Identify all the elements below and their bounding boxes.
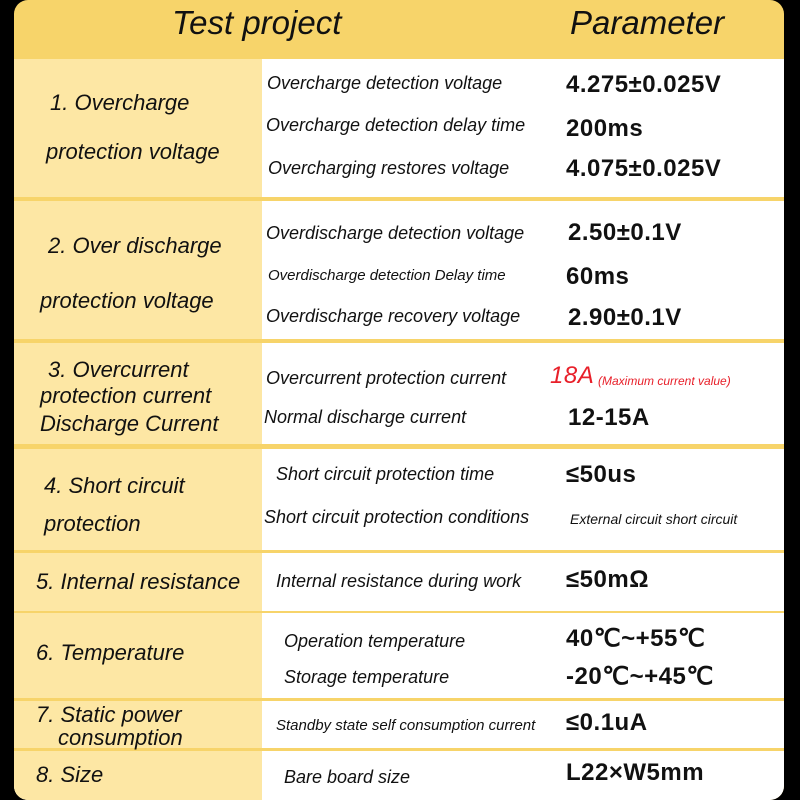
section-short-circuit: [14, 449, 784, 550]
param-label: Short circuit protection time: [276, 464, 495, 484]
param-label: Overcharging restores voltage: [268, 158, 510, 178]
param-value: 4.275±0.025V: [566, 71, 722, 98]
param-note: (Maximum current value): [598, 374, 731, 388]
category-cell: [14, 553, 262, 611]
section-overcurrent: [14, 343, 784, 444]
category-cell: [14, 449, 262, 550]
category-line: 6. Temperature: [36, 640, 185, 665]
param-value: 4.075±0.025V: [566, 155, 722, 182]
param-label: Overdischarge detection voltage: [266, 223, 525, 243]
param-value: ≤50us: [566, 461, 637, 488]
category-line: consumption: [58, 725, 183, 750]
param-label: Short circuit protection conditions: [264, 507, 530, 527]
category-line: 5. Internal resistance: [36, 569, 241, 594]
category-cell: [14, 343, 262, 444]
param-label: Bare board size: [284, 767, 411, 787]
param-label: Operation temperature: [284, 631, 466, 651]
section-static-power: [14, 701, 784, 748]
param-label: Overdischarge recovery voltage: [266, 306, 521, 326]
param-value: 40℃~+55℃: [566, 625, 706, 652]
param-label: Overcharge detection voltage: [267, 73, 503, 93]
category-line: protection voltage: [40, 288, 214, 313]
param-value: L22×W5mm: [566, 759, 705, 786]
category-line: protection current: [40, 383, 212, 408]
param-value-highlight: 18A: [550, 362, 595, 389]
category-cell: [14, 59, 262, 197]
param-label: Standby state self consumption current: [276, 717, 536, 734]
param-value: 12-15A: [568, 404, 650, 431]
category-line: Discharge Current: [40, 411, 219, 436]
param-label: Normal discharge current: [264, 407, 467, 427]
section-size: [14, 751, 784, 800]
header-test-project: Test project: [172, 4, 342, 41]
category-cell: [14, 201, 262, 339]
category-line: 8. Size: [36, 762, 104, 787]
section-internal-resistance: [14, 553, 784, 611]
category-line: protection: [44, 511, 141, 536]
category-line: 1. Overcharge: [50, 90, 190, 115]
param-value: 2.90±0.1V: [568, 304, 682, 331]
param-value: -20℃~+45℃: [566, 663, 714, 690]
category-line: 7. Static power: [36, 702, 182, 727]
header-parameter: Parameter: [570, 4, 725, 41]
category-line: 4. Short circuit: [44, 473, 185, 498]
table-header: [14, 0, 784, 58]
param-label: Overcharge detection delay time: [266, 115, 526, 135]
param-value: ≤0.1uA: [566, 709, 648, 736]
section-temperature: [14, 613, 784, 698]
category-line: protection voltage: [46, 139, 220, 164]
category-cell: [14, 613, 262, 698]
category-line: 3. Overcurrent: [48, 357, 189, 382]
category-cell: [14, 751, 262, 800]
param-value: 2.50±0.1V: [568, 219, 682, 246]
category-line: 2. Over discharge: [48, 233, 222, 258]
param-label: Internal resistance during work: [276, 571, 522, 591]
param-label: Overdischarge detection Delay time: [268, 267, 506, 284]
param-value: External circuit short circuit: [570, 511, 738, 527]
param-value: 200ms: [566, 115, 644, 142]
section-overcharge: [14, 59, 784, 197]
section-overdischarge: [14, 201, 784, 339]
param-value: ≤50mΩ: [566, 566, 649, 593]
spec-table: [14, 0, 784, 800]
param-value: 60ms: [566, 263, 630, 290]
category-cell: [14, 701, 262, 748]
param-label: Storage temperature: [284, 667, 450, 687]
param-label: Overcurrent protection current: [266, 368, 507, 388]
